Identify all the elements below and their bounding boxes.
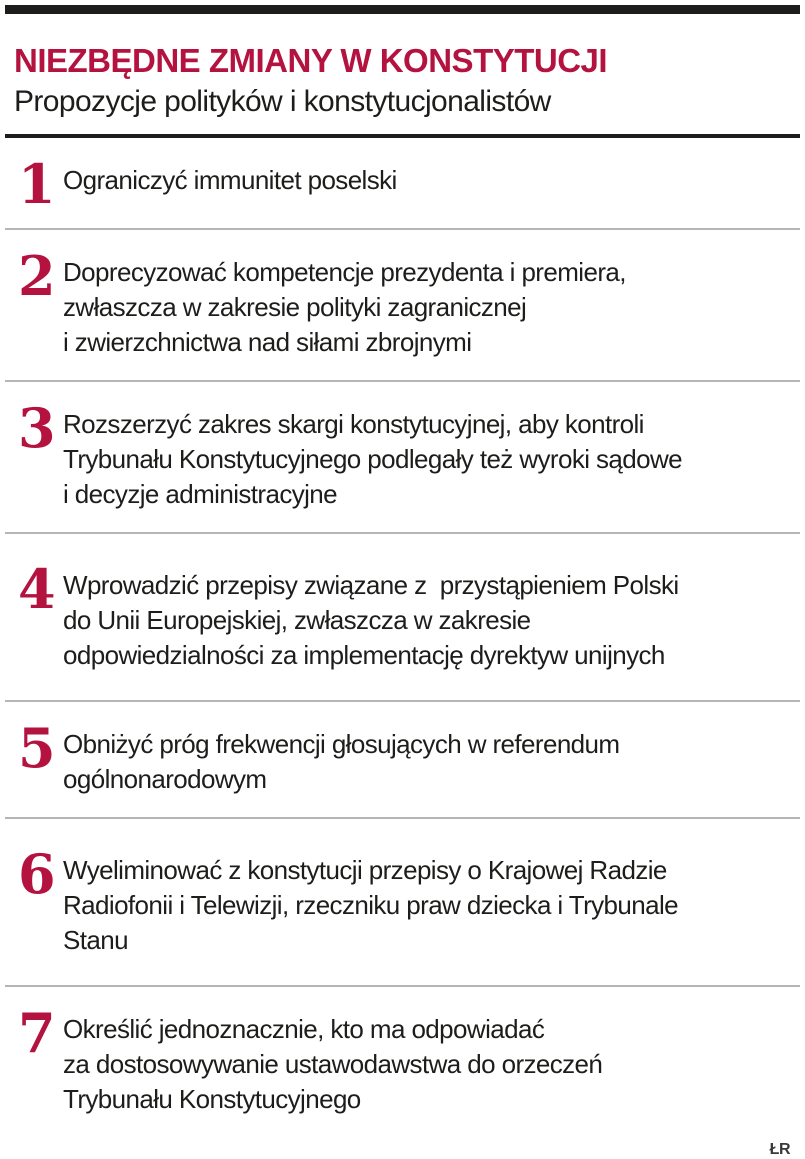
list-item [5,702,800,819]
item-number: 2 [18,244,56,308]
numbered-list [5,138,800,1137]
text-line: Rozszerzyć zakres skargi konstytucyjnej, aby kontroli [63,409,644,439]
page-title: NIEZBĘDNE ZMIANY W KONSTYTUCJI [14,42,608,79]
text-line: odpowiedzialności za implementację dyrektyw unijnych [63,640,665,670]
text-line: Stanu [63,925,128,955]
text-line: Obniżyć próg frekwencji głosujących w referendum [63,729,620,759]
item-text [63,565,679,673]
text-line: Trybunału Konstytucyjnego podlegały też wyroki sądowe [63,444,683,474]
text-line: Określić jednoznacznie, kto ma odpowiadać [63,1014,545,1044]
item-text [63,404,682,512]
credit-label: ŁR [769,1141,790,1158]
text-line: ogólnonarodowym [63,764,267,794]
text-line: i zwierzchnictwa nad siłami zbrojnymi [63,327,472,357]
item-number: 4 [18,557,56,621]
list-item [5,230,800,382]
text-line: zwłaszcza w zakresie polityki zagranicznej [63,292,527,322]
text-line: Doprecyzować kompetencje prezydenta i premiera, [63,257,626,287]
item-text [63,724,619,797]
header [5,14,800,118]
text-line: Ograniczyć immunitet poselski [63,165,397,195]
list-item [5,138,800,230]
item-number: 6 [18,842,56,906]
item-text [63,252,626,360]
text-line: Trybunału Konstytucyjnego [63,1084,361,1114]
top-bar-divider [5,5,800,14]
text-line: Wprowadzić przepisy związane z przystąpieniem Polski [63,570,679,600]
list-item [5,987,800,1137]
item-number: 7 [18,1001,56,1065]
item-number: 1 [18,152,56,216]
text-line: do Unii Europejskiej, zwłaszcza w zakresie [63,605,531,635]
page-subtitle: Propozycje polityków i konstytucjonalistów [14,85,551,118]
text-line: i decyzje administracyjne [63,479,338,509]
item-number: 5 [18,716,56,780]
item-text [63,1009,602,1117]
list-item [5,382,800,534]
item-text [63,850,678,958]
text-line: Wyeliminować z konstytucji przepisy o Krajowej Radzie [63,855,667,885]
text-line: Radiofonii i Telewizji, rzeczniku praw dziecka i Trybunale [63,890,679,920]
text-line: za dostosowywanie ustawodawstwa do orzeczeń [63,1049,603,1079]
list-item [5,534,800,702]
item-text [63,160,397,198]
list-item [5,819,800,987]
item-number: 3 [18,396,56,460]
infographic-page [5,5,800,1159]
